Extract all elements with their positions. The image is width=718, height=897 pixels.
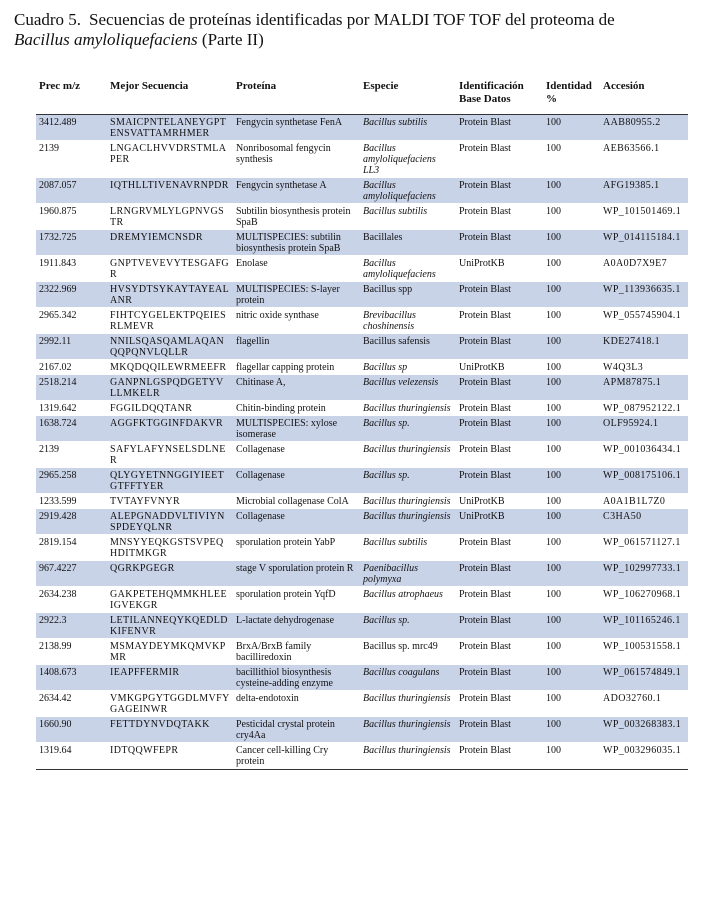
table-row <box>36 230 688 256</box>
cell-identity: 100 <box>543 178 600 204</box>
cell-accession: WP_014115184.1 <box>600 230 688 256</box>
cell-accession: WP_087952122.1 <box>600 401 688 416</box>
cell-protein: delta-endotoxin <box>233 691 360 717</box>
cell-identity: 100 <box>543 375 600 401</box>
cell-identity: 100 <box>543 282 600 308</box>
cell-identity: 100 <box>543 691 600 717</box>
header-secuencia: Mejor Secuencia <box>107 78 233 115</box>
cell-database: Protein Blast <box>456 691 543 717</box>
cell-accession: OLF95924.1 <box>600 416 688 442</box>
cell-protein: stage V sporulation protein R <box>233 561 360 587</box>
cell-species: Bacillus amyloliquefaciens LL3 <box>360 141 456 178</box>
table-row <box>36 178 688 204</box>
cell-database: Protein Blast <box>456 717 543 743</box>
cell-species: Brevibacillus choshinensis <box>360 308 456 334</box>
cell-database: Protein Blast <box>456 141 543 178</box>
cell-species: Bacillus thuringiensis <box>360 494 456 509</box>
cell-sequence: GAKPETEHQMMKHLEEIGVEKGR <box>107 587 233 613</box>
cell-protein: Cancer cell-killing Cry protein <box>233 743 360 769</box>
cell-protein: Microbial collagenase ColA <box>233 494 360 509</box>
cell-identity: 100 <box>543 717 600 743</box>
cell-prec-mz: 2965.258 <box>36 468 107 494</box>
cell-database: UniProtKB <box>456 494 543 509</box>
cell-prec-mz: 2634.42 <box>36 691 107 717</box>
cell-species: Bacillus safensis <box>360 334 456 360</box>
cell-protein: Enolase <box>233 256 360 282</box>
table-row <box>36 691 688 717</box>
cell-sequence: IEAPFFERMIR <box>107 665 233 691</box>
cell-database: Protein Blast <box>456 282 543 308</box>
cell-identity: 100 <box>543 308 600 334</box>
cell-species: Bacillus sp. <box>360 613 456 639</box>
cell-prec-mz: 2992.11 <box>36 334 107 360</box>
cell-species: Bacillus amyloliquefaciens <box>360 178 456 204</box>
cell-identity: 100 <box>543 743 600 769</box>
cell-accession: WP_055745904.1 <box>600 308 688 334</box>
cell-accession: APM87875.1 <box>600 375 688 401</box>
cell-species: Bacillus thuringiensis <box>360 717 456 743</box>
cell-accession: C3HA50 <box>600 509 688 535</box>
cell-accession: A0A0D7X9E7 <box>600 256 688 282</box>
table-row <box>36 494 688 509</box>
table-row <box>36 535 688 561</box>
cell-protein: nitric oxide synthase <box>233 308 360 334</box>
cell-prec-mz: 1638.724 <box>36 416 107 442</box>
cell-prec-mz: 1732.725 <box>36 230 107 256</box>
table-row <box>36 665 688 691</box>
cell-accession: KDE27418.1 <box>600 334 688 360</box>
table-row <box>36 717 688 743</box>
cell-accession: W4Q3L3 <box>600 360 688 375</box>
cell-prec-mz: 2965.342 <box>36 308 107 334</box>
caption-text: Secuencias de proteínas identificadas por MALDI TOF TOF del proteoma de <box>89 10 615 29</box>
cell-protein: MULTISPECIES: S-layer protein <box>233 282 360 308</box>
cell-prec-mz: 2322.969 <box>36 282 107 308</box>
table-row <box>36 141 688 178</box>
cell-species: Bacillus subtilis <box>360 535 456 561</box>
cell-species: Bacillus velezensis <box>360 375 456 401</box>
cell-sequence: FIHTCYGELEKTPQEIESRLMEVR <box>107 308 233 334</box>
cell-protein: MULTISPECIES: xylose isomerase <box>233 416 360 442</box>
cell-protein: Fengycin synthetase FenA <box>233 115 360 141</box>
cell-database: Protein Blast <box>456 665 543 691</box>
table-header-row <box>36 78 688 115</box>
table-row <box>36 308 688 334</box>
cell-accession: AFG19385.1 <box>600 178 688 204</box>
table-row <box>36 115 688 141</box>
cell-prec-mz: 2139 <box>36 141 107 178</box>
cell-database: Protein Blast <box>456 401 543 416</box>
cell-species: Bacillus sp. <box>360 468 456 494</box>
cell-database: Protein Blast <box>456 639 543 665</box>
cell-sequence: VMKGPGYTGGDLMVFYGAGEINWR <box>107 691 233 717</box>
cell-database: Protein Blast <box>456 561 543 587</box>
cell-species: Bacillus sp. mrc49 <box>360 639 456 665</box>
cell-protein: bacillithiol biosynthesis cysteine-adding enzyme <box>233 665 360 691</box>
cell-identity: 100 <box>543 115 600 141</box>
cell-identity: 100 <box>543 665 600 691</box>
cell-identity: 100 <box>543 442 600 468</box>
table-row <box>36 468 688 494</box>
cell-sequence: SAFYLAFYNSELSDLNER <box>107 442 233 468</box>
cell-species: Bacillus amyloliquefaciens <box>360 256 456 282</box>
cell-protein: Pesticidal crystal protein cry4Aa <box>233 717 360 743</box>
cell-identity: 100 <box>543 613 600 639</box>
cell-accession: AAB80955.2 <box>600 115 688 141</box>
table-row <box>36 743 688 769</box>
table-row <box>36 375 688 401</box>
cell-accession: WP_100531558.1 <box>600 639 688 665</box>
cell-database: Protein Blast <box>456 115 543 141</box>
cell-species: Bacillus sp <box>360 360 456 375</box>
cell-sequence: MNSYYEQKGSTSVPEQHDITMKGR <box>107 535 233 561</box>
protein-table <box>36 78 688 769</box>
cell-prec-mz: 1960.875 <box>36 204 107 230</box>
cell-accession: WP_102997733.1 <box>600 561 688 587</box>
cell-sequence: DREMYIEMCNSDR <box>107 230 233 256</box>
cell-prec-mz: 2138.99 <box>36 639 107 665</box>
cell-accession: WP_113936635.1 <box>600 282 688 308</box>
cell-identity: 100 <box>543 509 600 535</box>
cell-species: Bacillus spp <box>360 282 456 308</box>
table-bottom-rule <box>36 769 688 770</box>
cell-identity: 100 <box>543 204 600 230</box>
cell-sequence: IQTHLLTIVENAVRNPDR <box>107 178 233 204</box>
cell-prec-mz: 1233.599 <box>36 494 107 509</box>
cell-protein: flagellar capping protein <box>233 360 360 375</box>
table-body <box>36 115 688 769</box>
cell-sequence: ALEPGNADDVLTIVIYNSPDEYQLNR <box>107 509 233 535</box>
cell-accession: WP_061574849.1 <box>600 665 688 691</box>
cell-accession: WP_008175106.1 <box>600 468 688 494</box>
cell-species: Bacillus thuringiensis <box>360 442 456 468</box>
cell-species: Bacillus thuringiensis <box>360 401 456 416</box>
cell-protein: Collagenase <box>233 442 360 468</box>
cell-species: Bacillus subtilis <box>360 204 456 230</box>
cell-database: Protein Blast <box>456 587 543 613</box>
cell-database: UniProtKB <box>456 256 543 282</box>
table-row <box>36 587 688 613</box>
cell-database: Protein Blast <box>456 743 543 769</box>
header-base-datos: Identificación Base Datos <box>456 78 543 115</box>
cell-protein: L-lactate dehydrogenase <box>233 613 360 639</box>
cell-species: Bacillus sp. <box>360 416 456 442</box>
header-accesion: Accesión <box>600 78 688 115</box>
cell-sequence: GNPTVEVEVYTESGAFGR <box>107 256 233 282</box>
cell-prec-mz: 2922.3 <box>36 613 107 639</box>
cell-prec-mz: 1911.843 <box>36 256 107 282</box>
cell-sequence: LRNGRVMLYLGPNVGSTR <box>107 204 233 230</box>
cell-prec-mz: 967.4227 <box>36 561 107 587</box>
cell-protein: flagellin <box>233 334 360 360</box>
cell-identity: 100 <box>543 141 600 178</box>
cell-species: Paenibacillus polymyxa <box>360 561 456 587</box>
cell-database: Protein Blast <box>456 613 543 639</box>
cell-sequence: LNGACLHVVDRSTMLAPER <box>107 141 233 178</box>
cell-sequence: TVTAYFVNYR <box>107 494 233 509</box>
cell-identity: 100 <box>543 401 600 416</box>
cell-identity: 100 <box>543 334 600 360</box>
table-row <box>36 256 688 282</box>
table-row <box>36 204 688 230</box>
cell-database: Protein Blast <box>456 442 543 468</box>
table-row <box>36 282 688 308</box>
cell-accession: WP_001036434.1 <box>600 442 688 468</box>
cell-protein: sporulation protein YqfD <box>233 587 360 613</box>
cell-sequence: FETTDYNVDQTAKK <box>107 717 233 743</box>
table-row <box>36 509 688 535</box>
header-prec-mz: Prec m/z <box>36 78 107 115</box>
cell-identity: 100 <box>543 639 600 665</box>
cell-prec-mz: 1408.673 <box>36 665 107 691</box>
cell-database: Protein Blast <box>456 178 543 204</box>
cell-species: Bacillus atrophaeus <box>360 587 456 613</box>
cell-protein: sporulation protein YabP <box>233 535 360 561</box>
cell-protein: Chitinase A, <box>233 375 360 401</box>
cell-sequence: QLYGYETNNGGIYIEETGTFFTYER <box>107 468 233 494</box>
header-proteina: Proteína <box>233 78 360 115</box>
cell-accession: WP_003296035.1 <box>600 743 688 769</box>
caption-label: Cuadro 5. <box>14 10 82 29</box>
cell-identity: 100 <box>543 535 600 561</box>
cell-prec-mz: 2518.214 <box>36 375 107 401</box>
cell-sequence: QGRKPGEGR <box>107 561 233 587</box>
cell-database: UniProtKB <box>456 360 543 375</box>
cell-prec-mz: 2139 <box>36 442 107 468</box>
cell-accession: A0A1B1L7Z0 <box>600 494 688 509</box>
cell-prec-mz: 1319.64 <box>36 743 107 769</box>
cell-identity: 100 <box>543 561 600 587</box>
cell-protein: Nonribosomal fengycin synthesis <box>233 141 360 178</box>
cell-protein: Collagenase <box>233 509 360 535</box>
cell-species: Bacillus thuringiensis <box>360 743 456 769</box>
cell-sequence: SMAICPNTELANEYGPTENSVATTAMRHMER <box>107 115 233 141</box>
cell-sequence: IDTQQWFEPR <box>107 743 233 769</box>
caption-species: Bacillus amyloliquefaciens <box>14 30 198 49</box>
cell-sequence: AGGFKTGGINFDAKVR <box>107 416 233 442</box>
cell-accession: WP_101501469.1 <box>600 204 688 230</box>
table-row <box>36 613 688 639</box>
header-identidad: Identidad % <box>543 78 600 115</box>
cell-accession: WP_061571127.1 <box>600 535 688 561</box>
cell-sequence: MKQDQQILEWRMEEFR <box>107 360 233 375</box>
cell-prec-mz: 2819.154 <box>36 535 107 561</box>
cell-database: Protein Blast <box>456 334 543 360</box>
table-row <box>36 416 688 442</box>
cell-prec-mz: 2167.02 <box>36 360 107 375</box>
cell-identity: 100 <box>543 468 600 494</box>
cell-database: UniProtKB <box>456 509 543 535</box>
header-especie: Especie <box>360 78 456 115</box>
cell-sequence: GANPNLGSPQDGETYVLLMKELR <box>107 375 233 401</box>
cell-prec-mz: 2087.057 <box>36 178 107 204</box>
cell-identity: 100 <box>543 256 600 282</box>
cell-sequence: LETILANNEQYKQEDLDKIFENVR <box>107 613 233 639</box>
cell-protein: BrxA/BrxB family bacilliredoxin <box>233 639 360 665</box>
table-row <box>36 561 688 587</box>
cell-protein: MULTISPECIES: subtilin biosynthesis protein SpaB <box>233 230 360 256</box>
cell-protein: Chitin-binding protein <box>233 401 360 416</box>
cell-sequence: NNILSQASQAMLAQANQQPQNVLQLLR <box>107 334 233 360</box>
cell-database: Protein Blast <box>456 416 543 442</box>
cell-sequence: MSMAYDEYMKQMVKPMR <box>107 639 233 665</box>
cell-prec-mz: 2634.238 <box>36 587 107 613</box>
cell-accession: ADO32760.1 <box>600 691 688 717</box>
cell-database: Protein Blast <box>456 230 543 256</box>
cell-species: Bacillales <box>360 230 456 256</box>
table-row <box>36 639 688 665</box>
table-row <box>36 442 688 468</box>
cell-identity: 100 <box>543 360 600 375</box>
cell-database: Protein Blast <box>456 308 543 334</box>
table-caption <box>14 10 704 50</box>
cell-prec-mz: 1660.90 <box>36 717 107 743</box>
cell-database: Protein Blast <box>456 375 543 401</box>
cell-identity: 100 <box>543 416 600 442</box>
cell-prec-mz: 1319.642 <box>36 401 107 416</box>
cell-prec-mz: 3412.489 <box>36 115 107 141</box>
cell-protein: Collagenase <box>233 468 360 494</box>
cell-accession: WP_003268383.1 <box>600 717 688 743</box>
table-row <box>36 334 688 360</box>
cell-database: Protein Blast <box>456 535 543 561</box>
cell-accession: WP_101165246.1 <box>600 613 688 639</box>
cell-identity: 100 <box>543 230 600 256</box>
cell-sequence: FGGILDQQTANR <box>107 401 233 416</box>
cell-sequence: HVSYDTSYKAYTAYEALANR <box>107 282 233 308</box>
table-row <box>36 401 688 416</box>
cell-protein: Subtilin biosynthesis protein SpaB <box>233 204 360 230</box>
cell-identity: 100 <box>543 587 600 613</box>
caption-suffix: (Parte II) <box>201 30 264 49</box>
cell-accession: WP_106270968.1 <box>600 587 688 613</box>
cell-species: Bacillus subtilis <box>360 115 456 141</box>
cell-database: Protein Blast <box>456 204 543 230</box>
cell-species: Bacillus coagulans <box>360 665 456 691</box>
cell-identity: 100 <box>543 494 600 509</box>
cell-protein: Fengycin synthetase A <box>233 178 360 204</box>
cell-prec-mz: 2919.428 <box>36 509 107 535</box>
table-row <box>36 360 688 375</box>
cell-database: Protein Blast <box>456 468 543 494</box>
cell-species: Bacillus thuringiensis <box>360 509 456 535</box>
cell-species: Bacillus thuringiensis <box>360 691 456 717</box>
cell-accession: AEB63566.1 <box>600 141 688 178</box>
